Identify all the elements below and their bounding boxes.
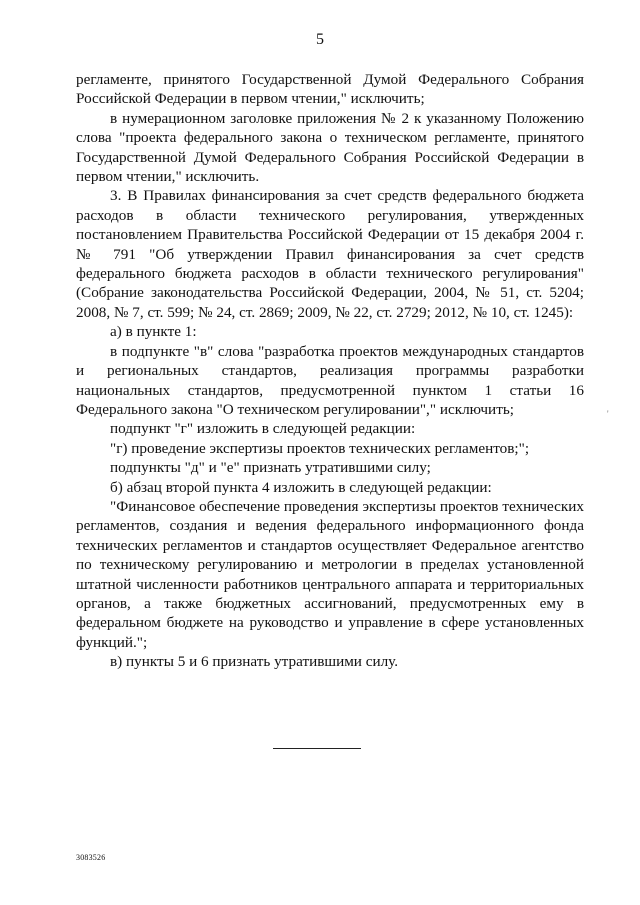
paragraph-continuation: регламенте, принятого Государственной Думой Федерального Собрания Российской Федерации в первом чтении," исключить;	[76, 71, 584, 108]
paragraph-appendix-heading: в нумерационном заголовке приложения № 2 к указанному Положению слова "проекта федерального закона о техническом регламенте, принятого Государственной Думой Федерального Собрания Российской Федерации в первом чтении," исключить.	[76, 109, 584, 186]
document-body	[76, 70, 584, 672]
paragraph-financing-text: "Финансовое обеспечение проведения экспертизы проектов технических регламентов, создания и ведения федерального информационного фонда технических регламентов и стандартов осуществляет Федеральное агентство по техническому регулированию и метрологии в пределах установленной штатной численности работников центрального аппарата и территориальных органов, а также бюджетных ассигнований, предусмотренных ему в федеральном бюджете на руководство и управление в сфере установленных функций.";	[76, 497, 584, 651]
paragraph-item-v: в) пункты 5 и 6 признать утратившими силу.	[110, 653, 399, 671]
document-code: 3083526	[76, 853, 106, 862]
closing-divider	[273, 748, 361, 749]
paragraph-subitem-g-intro: подпункт "г" изложить в следующей редакции:	[110, 420, 416, 438]
paragraph-section-3-intro: 3. В Правилах финансирования за счет средств федерального бюджета расходов в области технического регулирования, утвержденных постановлением Правительства Российской Федерации от 15 декабря 2004 г. № 791 "Об утверждении Правил финансирования за счет средств федерального бюджета расходов в области технического регулирования" (Собрание законодательства Российской Федерации, 2004, № 51, ст. 5204; 2008, № 7, ст. 599; № 24, ст. 2869; 2009, № 22, ст. 2729; 2012, № 10, ст. 1245):	[76, 187, 584, 321]
paragraph-subitem-v: в подпункте "в" слова "разработка проектов международных стандартов и региональных стандартов, реализация программы разработки национальных стандартов, предусмотренной пунктом 1 статьи 16 Федерального закона "О техническом регулировании"," исключить;	[76, 342, 584, 418]
paragraph-subitems-d-e: подпункты "д" и "е" признать утратившими силу;	[110, 459, 431, 477]
page-number: 5	[316, 31, 324, 48]
margin-mark: '	[607, 409, 609, 419]
paragraph-item-a: а) в пункте 1:	[110, 323, 197, 341]
paragraph-item-b: б) абзац второй пункта 4 изложить в следующей редакции:	[110, 478, 492, 496]
paragraph-subitem-g-text: "г) проведение экспертизы проектов технических регламентов;";	[110, 439, 530, 457]
